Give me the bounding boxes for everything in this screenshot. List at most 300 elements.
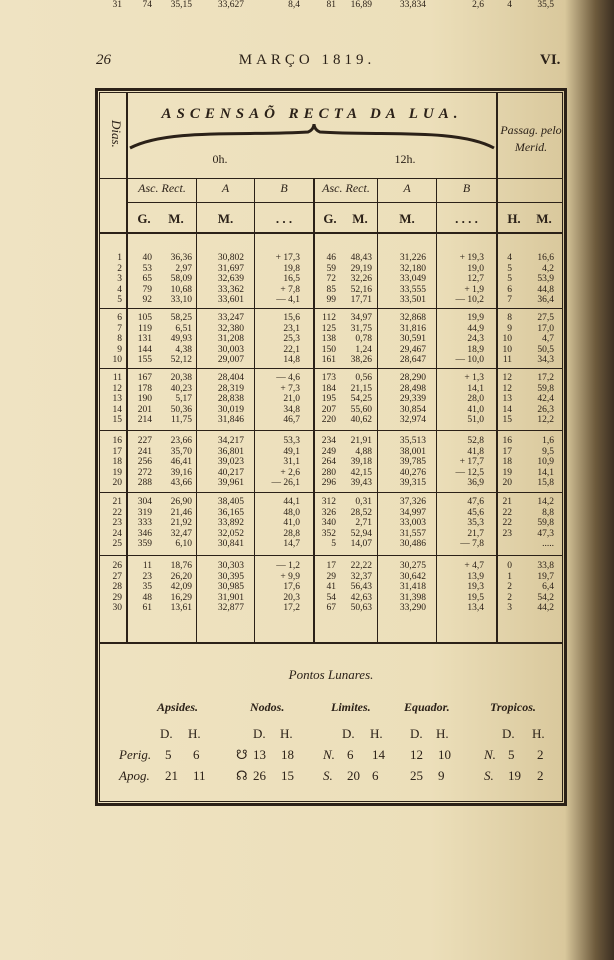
cell-a0: 31,697: [217, 263, 244, 274]
cell-ra0-min: 6,10: [175, 539, 192, 550]
table-row: [0, 405, 614, 416]
cell-a0: 31,901: [217, 592, 244, 603]
table-row: [0, 313, 614, 324]
cell-ra12-deg: 5: [331, 539, 336, 550]
cell-ra0-deg: 65: [142, 274, 152, 285]
cell-ra0-deg: 201: [137, 404, 152, 415]
page-header: [0, 52, 614, 74]
cell-pass-h: 7: [507, 295, 512, 306]
cell-b12: + 1,3: [464, 373, 484, 383]
cell-day: 17: [112, 446, 122, 457]
cell-pass-h: 5: [507, 263, 512, 274]
cell-ra12-min: 34,97: [350, 313, 372, 323]
cell-pass-h: 13: [502, 394, 512, 405]
cell-b0: 14,8: [283, 355, 300, 366]
cell-b0: + 17,3: [275, 253, 300, 263]
lunar-equador-d: 25: [410, 768, 423, 783]
cell-a0: 30,019: [217, 404, 244, 415]
cell-a12: 33,501: [399, 295, 426, 306]
rule-group-3: [99, 430, 563, 431]
cell-a0: 28,838: [217, 394, 244, 405]
cell-ra12-deg: 29: [326, 571, 336, 582]
cell-b12: 14,1: [467, 383, 484, 394]
cell-pass-m: 14,1: [537, 467, 554, 478]
cell-day: 4: [117, 284, 122, 295]
cell-a0: 30,985: [217, 582, 244, 593]
cell-b12: 24,3: [467, 334, 484, 345]
cell-b0: 17,2: [283, 603, 300, 614]
cell-pass-h: 12: [502, 383, 512, 394]
cell-b12: 13,4: [467, 603, 484, 614]
cell-ra0-min: 2,97: [175, 263, 192, 274]
cell-ra0-deg: 131: [137, 334, 152, 345]
cell-a12: 38,001: [399, 446, 426, 457]
cell-pass-h: 2: [507, 582, 512, 593]
cell-ra0-deg: 167: [137, 373, 152, 383]
lunar-node-symbol: ☊: [236, 768, 248, 783]
cell-b12: 2,6: [472, 0, 484, 10]
cell-ra0-deg: 178: [137, 383, 152, 394]
table-row: [0, 561, 614, 572]
cell-pass-h: 6: [507, 284, 512, 295]
subheader-0h: 0h.: [212, 152, 228, 166]
cell-ra0-min: 13,61: [170, 603, 192, 614]
cell-ra12-min: 55,60: [350, 404, 372, 415]
cell-day: 23: [112, 518, 122, 529]
cell-b12: 44,9: [467, 323, 484, 334]
cell-ra0-min: 20,38: [170, 373, 192, 383]
cell-ra12-min: 42,63: [350, 592, 372, 603]
cell-ra12-min: 54,25: [350, 394, 372, 405]
cell-day: 30: [112, 603, 122, 614]
cell-ra0-min: 21,46: [170, 507, 192, 518]
cell-day: 29: [112, 592, 122, 603]
cell-b0: — 26,1: [271, 478, 300, 489]
cell-pass-m: 36,4: [537, 295, 554, 306]
lunar-tropicos-h: 2: [537, 747, 544, 762]
cell-a12: 30,486: [399, 539, 426, 550]
cell-ra12-deg: 184: [321, 383, 336, 394]
cell-a0: 31,208: [217, 334, 244, 345]
cell-a0: 33,247: [217, 313, 244, 323]
table-row: [0, 457, 614, 468]
cell-ra0-min: 58,09: [170, 274, 192, 285]
cell-ra12-min: 52,94: [350, 528, 372, 539]
lunar-equador-d: 12: [410, 747, 423, 762]
cell-b12: 19,3: [467, 582, 484, 593]
cell-ra12-min: 0,78: [355, 334, 372, 345]
cell-ra0-deg: 48: [142, 592, 152, 603]
cell-b0: 49,1: [283, 446, 300, 457]
cell-ra0-deg: 35: [142, 582, 152, 593]
col-b-12h: B: [462, 181, 471, 195]
cell-ra0-min: 26,90: [170, 497, 192, 507]
cell-a12: 34,997: [399, 507, 426, 518]
dias-label: Dias.: [109, 120, 124, 148]
cell-pass-h: 4: [507, 0, 512, 10]
cell-pass-h: 4: [507, 253, 512, 263]
cell-ra0-deg: 241: [137, 446, 152, 457]
cell-pass-m: 16,6: [537, 253, 554, 263]
table-row: [0, 0, 614, 11]
cell-ra12-deg: 173: [321, 373, 336, 383]
lunar-points-title: Pontos Lunares.: [288, 667, 374, 682]
lunar-apsides-heading: Apsides.: [157, 700, 199, 714]
cell-a12: 28,647: [399, 355, 426, 366]
cell-b0: 16,5: [283, 274, 300, 285]
cell-ra12-deg: 99: [326, 295, 336, 306]
cell-pass-h: 3: [507, 603, 512, 614]
cell-pass-m: 17,0: [537, 323, 554, 334]
cell-a0: 30,802: [217, 253, 244, 263]
cell-pass-m: 35,5: [537, 0, 554, 10]
cell-b12: + 4,7: [464, 561, 484, 571]
cell-pass-m: 6,4: [542, 582, 554, 593]
cell-b0: 23,1: [283, 323, 300, 334]
cell-a12: 35,513: [399, 436, 426, 446]
unit-m-12h: M.: [352, 211, 368, 226]
lunar-apsides-d: 5: [165, 747, 172, 762]
table-row: [0, 345, 614, 356]
col-b-0h: B: [280, 181, 288, 195]
cell-a12: 39,315: [399, 478, 426, 489]
lunar-equador-h: 9: [438, 768, 445, 783]
lunar-limites-h: 14: [372, 747, 385, 762]
cell-ra0-min: 23,66: [170, 436, 192, 446]
cell-day: 6: [117, 313, 122, 323]
lunar-node-symbol: ☋: [236, 747, 248, 762]
cell-b0: 53,3: [283, 436, 300, 446]
cell-day: 12: [112, 383, 122, 394]
table-row: [0, 447, 614, 458]
cell-day: 16: [112, 436, 122, 446]
cell-ra0-min: 35,15: [170, 0, 192, 10]
lunar-dh-h4: H.: [436, 726, 449, 741]
unit-a-0h: M.: [217, 211, 234, 226]
cell-a0: 33,601: [217, 295, 244, 306]
unit-g-12h: G.: [323, 211, 337, 226]
cell-pass-m: 8,8: [542, 507, 554, 518]
cell-a12: 28,498: [399, 383, 426, 394]
cell-ra12-min: 48,43: [350, 253, 372, 263]
passag-label: Passag. pelo Merid.: [500, 123, 562, 154]
cell-a0: 30,303: [217, 561, 244, 571]
cell-b12: + 19,3: [459, 253, 484, 263]
cell-day: 19: [112, 467, 122, 478]
cell-day: 28: [112, 582, 122, 593]
cell-ra12-deg: 150: [321, 344, 336, 355]
cell-ra12-min: 38,26: [350, 355, 372, 366]
table-row: [0, 415, 614, 426]
cell-b12: — 10,2: [455, 295, 484, 306]
cell-ra0-min: 33,10: [170, 295, 192, 306]
cell-a12: 32,974: [399, 415, 426, 426]
cell-ra0-deg: 333: [137, 518, 152, 529]
cell-b0: 19,8: [283, 263, 300, 274]
cell-ra0-min: 35,70: [170, 446, 192, 457]
cell-ra12-deg: 59: [326, 263, 336, 274]
cell-ra12-min: 0,31: [355, 497, 372, 507]
cell-ra12-min: 2,71: [355, 518, 372, 529]
cell-a12: 33,049: [399, 274, 426, 285]
cell-b0: 41,0: [283, 518, 300, 529]
cell-b0: 34,8: [283, 404, 300, 415]
cell-b12: — 7,8: [460, 539, 484, 550]
cell-b0: — 1,2: [276, 561, 300, 571]
table-row: [0, 253, 614, 264]
cell-pass-m: .....: [542, 539, 554, 550]
lunar-nodos-d: 26: [253, 768, 266, 783]
cell-b0: 31,1: [283, 457, 300, 468]
cell-ra12-min: 14,07: [350, 539, 372, 550]
lunar-tropicos-dir: S.: [484, 768, 494, 783]
cell-b0: + 9,9: [280, 571, 300, 582]
cell-b12: + 17,7: [459, 457, 484, 468]
unit-g-0h: G.: [137, 211, 151, 226]
cell-a0: 39,023: [217, 457, 244, 468]
cell-a0: 36,165: [217, 507, 244, 518]
rule-header-bottom: [99, 232, 563, 234]
lunar-equador-h: 10: [438, 747, 451, 762]
cell-b12: 36,9: [467, 478, 484, 489]
cell-ra12-deg: 340: [321, 518, 336, 529]
cell-ra0-deg: 119: [138, 323, 152, 334]
cell-day: 8: [117, 334, 122, 345]
cell-pass-h: 16: [502, 436, 512, 446]
cell-ra0-min: 11,75: [170, 415, 192, 426]
cell-ra0-deg: 53: [142, 263, 152, 274]
cell-ra0-deg: 359: [137, 539, 152, 550]
lunar-limites-dir: N.: [323, 747, 335, 762]
lunar-dh-h3: H.: [370, 726, 383, 741]
cell-day: 31: [112, 0, 122, 10]
unit-h-passag: H.: [507, 211, 521, 226]
cell-pass-h: 20: [502, 478, 512, 489]
table-row: [0, 295, 614, 306]
cell-ra12-deg: 81: [326, 0, 336, 10]
cell-ra0-deg: 304: [137, 497, 152, 507]
cell-b0: 25,3: [283, 334, 300, 345]
table-row: [0, 582, 614, 593]
cell-b0: 17,6: [283, 582, 300, 593]
cell-b0: 15,6: [283, 313, 300, 323]
cell-pass-m: 12,2: [537, 415, 554, 426]
cell-b12: 51,0: [467, 415, 484, 426]
cell-b12: 45,6: [467, 507, 484, 518]
table-row: [0, 285, 614, 296]
cell-ra0-deg: 105: [137, 313, 152, 323]
lunar-apsides-d: 21: [165, 768, 178, 783]
table-row: [0, 478, 614, 489]
cell-pass-h: 8: [507, 313, 512, 323]
lunar-tropicos-d: 19: [508, 768, 521, 783]
cell-a0: 32,639: [217, 274, 244, 285]
cell-b12: 41,0: [467, 404, 484, 415]
cell-ra12-min: 56,43: [350, 582, 372, 593]
cell-ra12-deg: 195: [321, 394, 336, 405]
cell-b12: 18,9: [467, 344, 484, 355]
lunar-apsides-h: 6: [193, 747, 200, 762]
cell-pass-h: 5: [507, 274, 512, 285]
rule-header-top: [99, 178, 563, 179]
cell-ra12-deg: 280: [321, 467, 336, 478]
cell-ra12-min: 50,63: [350, 603, 372, 614]
cell-ra0-deg: 11: [142, 561, 152, 571]
cell-ra0-min: 46,41: [170, 457, 192, 468]
rule-group-5: [99, 555, 563, 556]
cell-ra0-min: 16,29: [170, 592, 192, 603]
cell-a12: 30,275: [399, 561, 426, 571]
cell-pass-m: 44,2: [537, 603, 554, 614]
cell-ra12-min: 32,26: [350, 274, 372, 285]
table-row: [0, 508, 614, 519]
cell-ra12-deg: 352: [321, 528, 336, 539]
cell-ra12-deg: 138: [321, 334, 336, 345]
cell-pass-h: 11: [502, 355, 512, 366]
cell-a0: 28,319: [217, 383, 244, 394]
cell-ra0-deg: 227: [137, 436, 152, 446]
cell-pass-h: 17: [502, 446, 512, 457]
cell-pass-m: 34,3: [537, 355, 554, 366]
cell-ra12-deg: 312: [321, 497, 336, 507]
table-row: [0, 468, 614, 479]
cell-b12: 21,7: [467, 528, 484, 539]
cell-b0: 28,8: [283, 528, 300, 539]
cell-ra0-deg: 79: [142, 284, 152, 295]
cell-day: 22: [112, 507, 122, 518]
lunar-equador-heading: Equador.: [404, 700, 450, 714]
cell-pass-h: 0: [507, 561, 512, 571]
cell-pass-m: 4,7: [542, 334, 554, 345]
table-row: [0, 436, 614, 447]
cell-ra12-min: 52,16: [350, 284, 372, 295]
cell-b0: + 2,6: [280, 467, 300, 478]
unit-b-12h: . . . .: [455, 211, 478, 226]
cell-a12: 33,290: [399, 603, 426, 614]
cell-day: 15: [112, 415, 122, 426]
cell-ra12-min: 22,22: [350, 561, 372, 571]
lunar-limites-d: 6: [347, 747, 354, 762]
cell-pass-m: 9,5: [542, 446, 554, 457]
cell-ra12-min: 29,19: [350, 263, 372, 274]
cell-day: 3: [117, 274, 122, 285]
cell-b0: 20,3: [283, 592, 300, 603]
unit-a-12h: M.: [399, 211, 415, 226]
col-asc-rect-12h: Asc. Rect.: [322, 181, 370, 195]
cell-ra12-min: 32,37: [350, 571, 372, 582]
cell-a12: 33,003: [399, 518, 426, 529]
lunar-nodos-h: 18: [281, 747, 294, 762]
cell-a0: 32,380: [217, 323, 244, 334]
cell-a0: 30,395: [217, 571, 244, 582]
cell-pass-m: 10,9: [537, 457, 554, 468]
table-row: [0, 355, 614, 366]
cell-pass-h: 2: [507, 592, 512, 603]
cell-pass-m: 14,2: [537, 497, 554, 507]
cell-b12: 13,9: [467, 571, 484, 582]
cell-b12: 19,9: [467, 313, 484, 323]
cell-ra0-deg: 23: [142, 571, 152, 582]
cell-ra12-deg: 220: [321, 415, 336, 426]
cell-pass-m: 53,9: [537, 274, 554, 285]
cell-ra0-min: 10,68: [170, 284, 192, 295]
cell-ra0-deg: 288: [137, 478, 152, 489]
cell-pass-m: 42,4: [537, 394, 554, 405]
lunar-dh-h2: H.: [280, 726, 293, 741]
cell-ra12-min: 39,18: [350, 457, 372, 468]
cell-ra12-deg: 161: [321, 355, 336, 366]
lunar-limites-h: 6: [372, 768, 379, 783]
lunar-tropicos-h: 2: [537, 768, 544, 783]
cell-day: 13: [112, 394, 122, 405]
cell-ra0-deg: 74: [142, 0, 152, 10]
cell-a12: 31,398: [399, 592, 426, 603]
cell-b12: 35,3: [467, 518, 484, 529]
table-row: [0, 572, 614, 583]
col-a-0h: A: [221, 181, 230, 195]
cell-ra12-deg: 112: [322, 313, 336, 323]
cell-a0: 36,801: [217, 446, 244, 457]
col-a-12h: A: [403, 181, 411, 195]
cell-ra0-min: 58,25: [170, 313, 192, 323]
page-number: 26: [96, 52, 111, 68]
cell-a0: 30,003: [217, 344, 244, 355]
unit-b-0h: . . .: [275, 211, 293, 226]
lunar-dh-d1: D.: [160, 726, 173, 741]
col-asc-rect-0h: Asc. Rect.: [138, 181, 186, 195]
cell-ra12-deg: 326: [321, 507, 336, 518]
lunar-tropicos-d: 5: [508, 747, 515, 762]
brace-ornament: [128, 122, 496, 152]
cell-day: 26: [112, 561, 122, 571]
unit-m-0h: M.: [168, 211, 184, 226]
cell-ra12-deg: 296: [321, 478, 336, 489]
cell-ra12-min: 16,89: [350, 0, 372, 10]
cell-a0: 33,627: [217, 0, 244, 10]
cell-ra0-min: 52,12: [170, 355, 192, 366]
rule-group-1: [99, 308, 563, 309]
cell-ra0-deg: 272: [137, 467, 152, 478]
cell-day: 10: [112, 355, 122, 366]
lunar-row-label: Apog.: [119, 768, 150, 783]
cell-a0: 28,404: [217, 373, 244, 383]
table-row: [0, 394, 614, 405]
cell-a12: 31,226: [399, 253, 426, 263]
cell-a0: 33,362: [217, 284, 244, 295]
cell-ra12-min: 17,71: [350, 295, 372, 306]
cell-pass-h: 9: [507, 323, 512, 334]
cell-pass-m: 44,8: [537, 284, 554, 295]
cell-a12: 32,180: [399, 263, 426, 274]
table-row: [0, 497, 614, 508]
cell-pass-h: 19: [502, 467, 512, 478]
cell-pass-m: 59,8: [537, 518, 554, 529]
cell-a0: 32,877: [217, 603, 244, 614]
cell-a12: 31,418: [399, 582, 426, 593]
cell-a12: 40,276: [399, 467, 426, 478]
cell-ra12-min: 0,56: [355, 373, 372, 383]
cell-b12: + 1,9: [464, 284, 484, 295]
cell-ra0-deg: 155: [137, 355, 152, 366]
cell-day: 5: [117, 295, 122, 306]
cell-ra0-min: 5,17: [175, 394, 192, 405]
cell-ra12-deg: 41: [326, 582, 336, 593]
lunar-tropicos-dir: N.: [484, 747, 496, 762]
cell-pass-h: 22: [502, 518, 512, 529]
cell-day: 20: [112, 478, 122, 489]
cell-ra0-deg: 40: [142, 253, 152, 263]
cell-ra0-deg: 190: [137, 394, 152, 405]
